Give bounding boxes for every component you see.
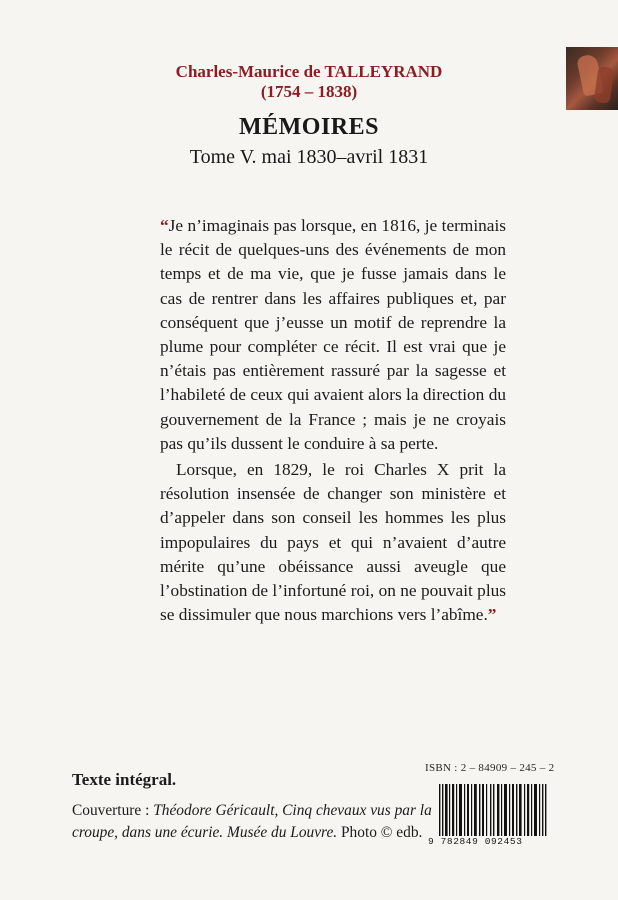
quote-paragraph-2-text: Lorsque, en 1829, le roi Charles X prit la résolution insensée de changer son ministère et d’appeler dans son conseil les hommes les plus impopulaires du pays et qui n’avaient d’autre mérite qu’une obéissance aussi aveugle que l’obstination de l’infortuné roi, on ne pouvait plus se dissimuler que nous marchions vers l’abîme. bbox=[160, 460, 506, 625]
author-dates: (1754 – 1838) bbox=[260, 82, 358, 101]
author-name: Charles-Maurice de TALLEYRAND bbox=[175, 62, 443, 81]
quote-paragraph-1-text: Je n’imaginais pas lorsque, en 1816, je terminais le récit de quelques-uns des événements de mon temps et de ma vie, que je fusse jamais dans le cas de rentrer dans les affaires publiques et, par conséquent que j’eusse un motif de reprendre la plume pour compléter ce récit. Il est vrai que je n’étais pas entièrement rassuré par la sagesse et l’habileté de ceux qui avaient alors la direction du gouvernement de la France ; mais je ne croyais pas qu’ils dussent le conduire à sa perte. bbox=[160, 216, 506, 453]
cover-label: Couverture : bbox=[72, 802, 154, 819]
book-title: MÉMOIRES bbox=[238, 114, 379, 140]
close-quote-mark: ” bbox=[487, 605, 497, 625]
open-quote-mark: “ bbox=[160, 216, 169, 235]
isbn-label: ISBN : 2 – 84909 – 245 – 2 bbox=[425, 762, 555, 774]
quote-paragraph bbox=[160, 214, 506, 456]
barcode-icon bbox=[435, 782, 555, 844]
quote-block bbox=[160, 214, 506, 627]
book-subtitle: Tome V. mai 1830–avril 1831 bbox=[189, 146, 429, 168]
integral-text-label: Texte intégral. bbox=[72, 770, 177, 789]
cover-credits bbox=[72, 800, 442, 844]
quote-paragraph bbox=[160, 458, 506, 627]
barcode-digits: 9 782849 092453 bbox=[428, 836, 558, 847]
cover-work: Théodore Géricault, Cinq chevaux vus par la croupe, dans une écurie. Musée du Louvre. bbox=[72, 802, 432, 841]
cover-photo-credit: Photo © edb. bbox=[337, 824, 423, 841]
